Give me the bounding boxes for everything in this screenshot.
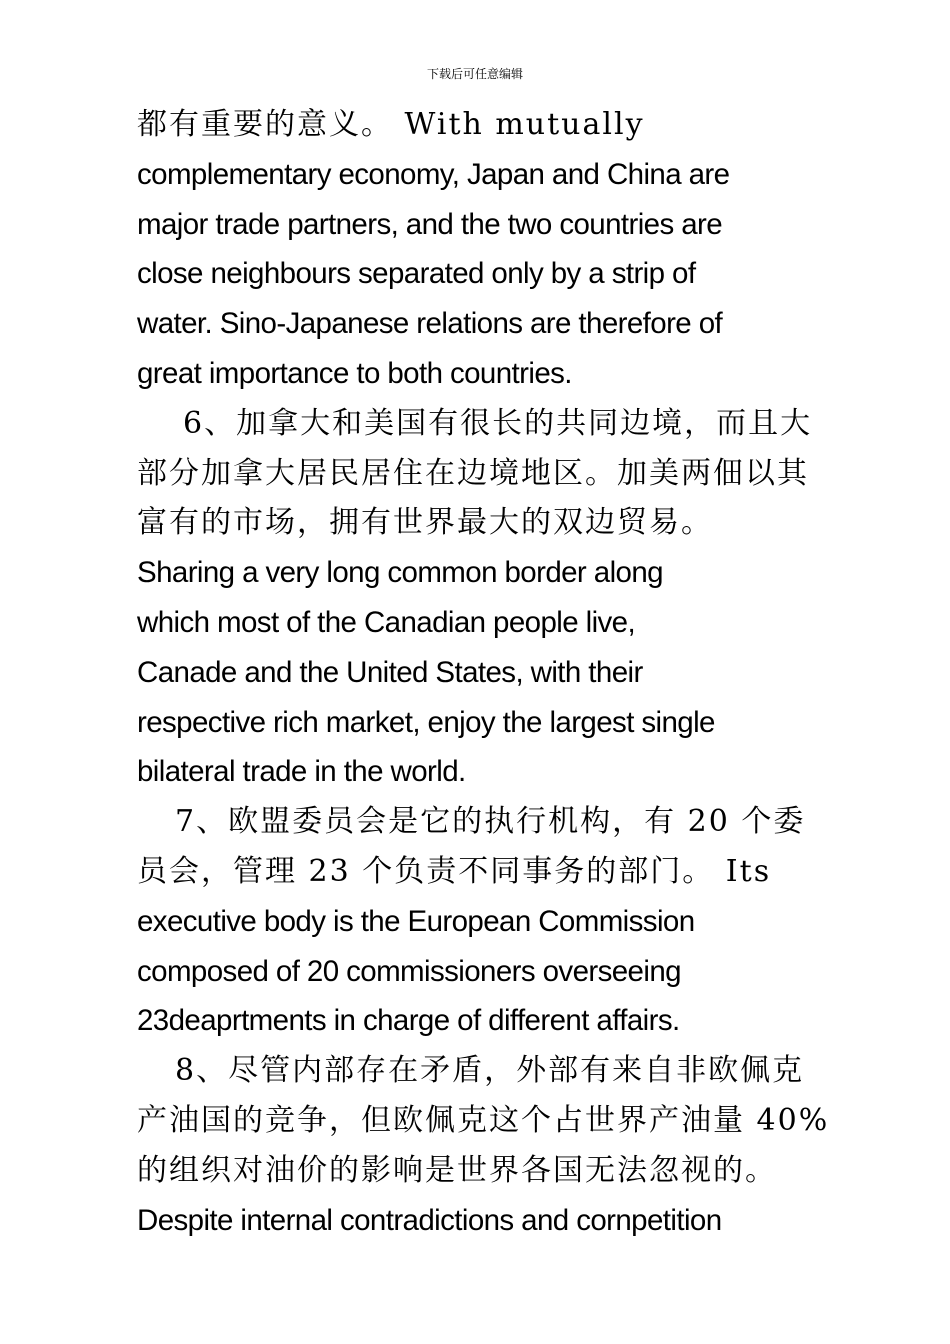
text-line: Canade and the United States, with their — [137, 655, 643, 689]
text-line: 7、欧盟委员会是它的执行机构，有 20 个委 — [175, 804, 806, 840]
text-line: Sharing a very long common border along — [137, 556, 663, 590]
document-body — [137, 100, 830, 1245]
text-line: water. Sino-Japanese relations are therefore of — [137, 307, 723, 341]
page-header: 下载后可任意编辑 — [426, 67, 523, 81]
text-line: major trade partners, and the two countries are — [137, 207, 723, 241]
text-line: 员会，管理 23 个负责不同事务的部门。 Its — [137, 853, 772, 889]
text-line: 的组织对油价的影响是世界各国无法忽视的。 — [137, 1152, 777, 1188]
text-line: 23deaprtments in charge of different affairs. — [137, 1004, 680, 1038]
text-line: 产油国的竞争，但欧佩克这个占世界产油量 40% — [137, 1102, 830, 1138]
text-line: Despite internal contradictions and cornpetition — [137, 1203, 722, 1237]
text-line: composed of 20 commissioners overseeing — [137, 954, 681, 988]
text-line: 8、尽管内部存在矛盾，外部有来自非欧佩克 — [175, 1053, 805, 1089]
text-line: 部分加拿大居民居住在边境地区。加美两佃以其 — [137, 455, 809, 491]
text-line: 富有的市场，拥有世界最大的双边贸易。 — [137, 505, 713, 541]
text-line: great importance to both countries. — [137, 356, 572, 390]
text-line: bilateral trade in the world. — [137, 755, 466, 789]
text-line: respective rich market, enjoy the largest single — [137, 705, 715, 739]
text-line: which most of the Canadian people live, — [137, 605, 636, 639]
text-line: close neighbours separated only by a strip of — [137, 257, 696, 291]
text-line: 6、加拿大和美国有很长的共同边境，而且大 — [183, 405, 813, 441]
text-line: 都有重要的意义。 With mutually — [137, 107, 645, 142]
text-line: complementary economy, Japan and China are — [137, 157, 730, 191]
text-line: executive body is the European Commission — [137, 904, 695, 938]
